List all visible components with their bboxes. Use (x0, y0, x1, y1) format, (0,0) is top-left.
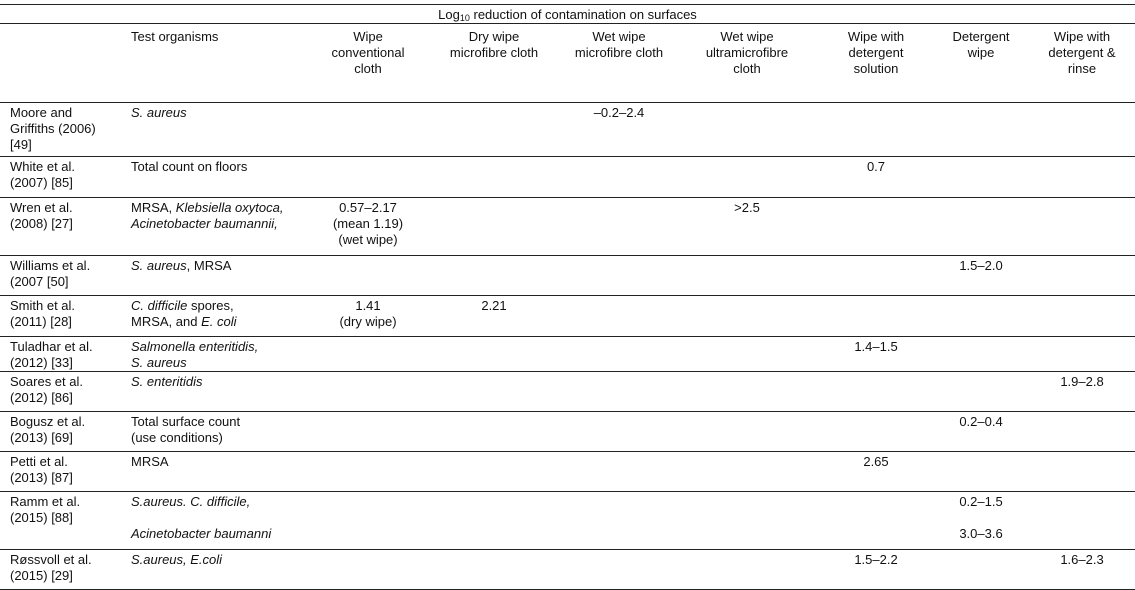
organisms-cell: S.aureus, E.coli (131, 552, 223, 567)
organisms-cell: Total surface count (use conditions) (131, 414, 241, 445)
value-cell-detergent-rinse: 1.6–2.3 (1060, 552, 1104, 567)
title-log: Log (438, 7, 460, 22)
value-cell-wet-ultra: >2.5 (734, 200, 760, 215)
column-header: Test organisms (131, 29, 219, 44)
organisms-cell: C. difficile spores, MRSA, and E. coli (131, 298, 237, 329)
column-header: Wipe with detergent & rinse (1048, 29, 1116, 76)
table-top-title (0, 7, 1135, 23)
table-row (0, 492, 1135, 550)
column-header: Wet wipe microfibre cloth (574, 29, 664, 60)
organisms-cell: MRSA (131, 454, 169, 469)
title-rest: reduction of contamination on surfaces (469, 7, 697, 22)
organisms-cell: MRSA, Klebsiella oxytoca, Acinetobacter baumannii, (131, 200, 284, 231)
study-cell: Smith et al. (2011) [28] (10, 298, 76, 329)
value-cell-detergent-wipe: 0.2–1.5 3.0–3.6 (959, 494, 1003, 541)
value-cell-wet-micro: –0.2–2.4 (593, 105, 645, 120)
table-row (0, 337, 1135, 372)
value-cell-detergent-solution: 1.5–2.2 (854, 552, 898, 567)
table-row (0, 198, 1135, 256)
organisms-cell: S. enteritidis (131, 374, 203, 389)
value-cell-detergent-wipe: 0.2–0.4 (959, 414, 1003, 429)
table-row (0, 296, 1135, 337)
study-cell: Williams et al. (2007 [50] (10, 258, 91, 289)
value-cell-conventional: 1.41 (dry wipe) (339, 298, 397, 329)
value-cell-detergent-rinse: 1.9–2.8 (1060, 374, 1104, 389)
table-row (0, 550, 1135, 590)
value-cell-detergent-solution: 2.65 (863, 454, 889, 469)
study-cell: Soares et al. (2012) [86] (10, 374, 83, 405)
value-cell-detergent-solution: 0.7 (866, 159, 886, 174)
column-header: Dry wipe microfibre cloth (449, 29, 539, 60)
table-row (0, 256, 1135, 296)
column-header: Wipe conventional cloth (331, 29, 405, 76)
study-cell: Røssvoll et al. (2015) [29] (10, 552, 92, 583)
column-header: Wipe with detergent solution (847, 29, 905, 76)
value-cell-conventional: 0.57–2.17 (mean 1.19) (wet wipe) (332, 200, 404, 247)
value-cell-detergent-solution: 1.4–1.5 (854, 339, 898, 354)
title-subscript: 10 (459, 13, 470, 23)
organisms-cell: Total count on floors (131, 159, 248, 174)
organisms-cell: S. aureus (131, 105, 187, 120)
study-cell: Tuladhar et al. (2012) [33] (10, 339, 93, 370)
study-cell: Moore and Griffiths (2006) [49] (10, 105, 96, 152)
study-cell: White et al. (2007) [85] (10, 159, 76, 190)
value-cell-detergent-wipe: 1.5–2.0 (959, 258, 1003, 273)
table-row (0, 103, 1135, 157)
study-cell: Bogusz et al. (2013) [69] (10, 414, 86, 445)
table-row (0, 372, 1135, 412)
study-cell: Petti et al. (2013) [87] (10, 454, 73, 485)
organisms-cell: Salmonella enteritidis, S. aureus (131, 339, 259, 370)
organisms-cell: S. aureus, MRSA (131, 258, 232, 273)
study-cell: Ramm et al. (2015) [88] (10, 494, 81, 525)
value-cell-dry-micro: 2.21 (481, 298, 507, 313)
table-top-header (0, 4, 1135, 24)
column-header: Wet wipe ultramicrofibre cloth (705, 29, 789, 76)
table-row (0, 412, 1135, 452)
column-header: Detergent wipe (952, 29, 1010, 60)
table-row (0, 157, 1135, 198)
study-cell: Wren et al. (2008) [27] (10, 200, 73, 231)
table-row (0, 452, 1135, 492)
organisms-cell: S.aureus. C. difficile, Acinetobacter baumanni (131, 494, 272, 541)
